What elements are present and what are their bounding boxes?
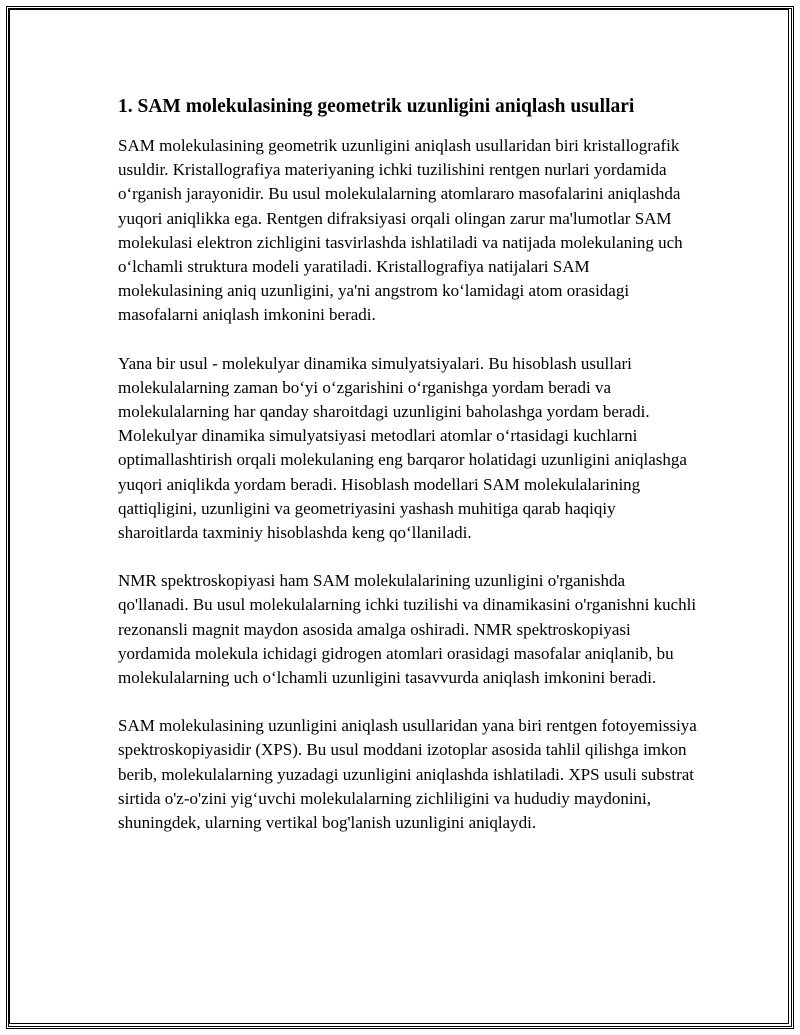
paragraph-xps: SAM molekulasining uzunligini aniqlash usullaridan yana biri rentgen fotoyemissiya spektroskopiyasidir (XPS). Bu usul moddani izotoplar asosida tahlil qilishga imkon berib, molekulalarning yuzadagi uzunligini aniqlashda ishlatiladi. XPS usuli substrat sirtida o'z-o'zini yig‘uvchi molekulalarning zichliligini va hududiy maydonini, shuningdek, ularning vertikal bog'lanish uzunligini aniqlaydi. [118, 716, 697, 833]
document-body [118, 94, 698, 859]
paragraph-nmr: NMR spektroskopiyasi ham SAM molekulalarining uzunligini o'rganishda qo'llanadi. Bu usul molekulalarning ichki tuzilishi va dinamikasini o'rganishni kuchli rezonansli magnit maydon asosida amalga oshiradi. NMR spektroskopiyasi yordamida molekula ichidagi gidrogen atomlari orasidagi masofalar aniqlanib, bu molekulalarning uch o‘lchamli uzunligini tasavvurda aniqlash imkonini beradi. [118, 571, 697, 688]
paragraph-crystallography: SAM molekulasining geometrik uzunligini aniqlash usullaridan biri kristallografik usuldir. Kristallografiya materiyaning ichki tuzilishini rentgen nurlari yordamida o‘rganish jarayonidir. Bu usul molekulalarning atomlararo masofalarini aniqlashda yuqori aniqlikka ega. Rentgen difraksiyasi orqali olingan zarur ma'lumotlar SAM molekulasi elektron zichligini tasvirlashda ishlatiladi va natijada molekulaning uch o‘lchamli struktura modeli yaratiladi. Kristallografiya natijalari SAM molekulasining aniq uzunligini, ya'ni angstrom ko‘lamidagi atom orasidagi masofalarni aniqlash imkonini beradi. [118, 136, 683, 325]
section-heading: 1. SAM molekulasining geometrik uzunligini aniqlash usullari [118, 96, 635, 117]
paragraph-molecular-dynamics: Yana bir usul - molekulyar dinamika simulyatsiyalari. Bu hisoblash usullari molekulalarning zaman bo‘yi o‘zgarishini o‘rganishga yordam beradi va molekulalarning har qanday sharoitdagi uzunligini baholashga yordam beradi. Molekulyar dinamika simulyatsiyasi metodlari atomlar o‘rtasidagi kuchlarni optimallashtirish orqali molekulaning eng barqaror holatidagi uzunligini aniqlashga yuqori aniqlikda yordam beradi. Hisoblash modellari SAM molekulalarining qattiqligini, uzunligini va geometriyasini yashash muhitiga qarab haqiqiy sharoitlarda taxminiy hisoblashda keng qo‘llaniladi. [118, 353, 687, 543]
